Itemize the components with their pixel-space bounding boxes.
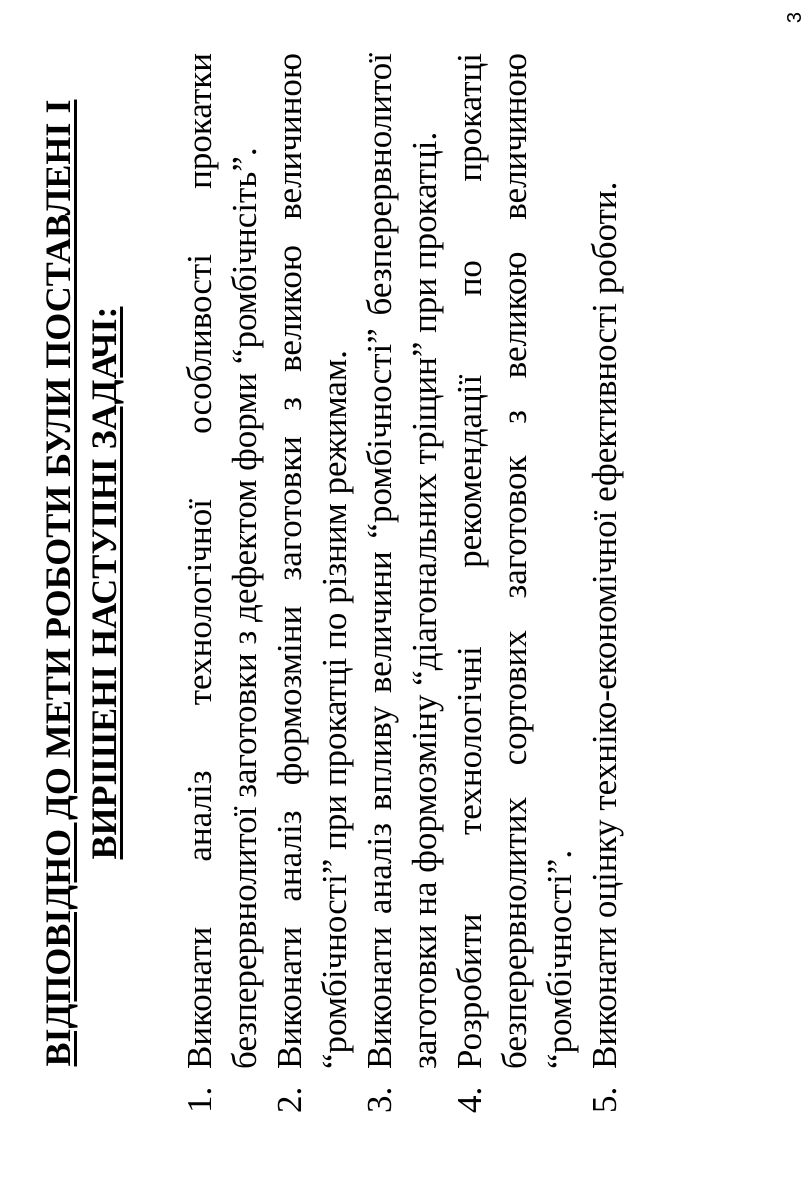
task-number: 4. <box>450 1086 489 1113</box>
list-item <box>267 53 357 1113</box>
rotated-page-content <box>23 23 783 1153</box>
task-number: 2. <box>270 1086 309 1113</box>
list-item <box>177 53 267 1113</box>
task-number: 1. <box>180 1086 219 1113</box>
task-text: Виконати оцінку техніко-економічної ефективності роботи. <box>585 181 624 1069</box>
title-line-1: ВІДПОВІДНО ДО МЕТИ РОБОТИ БУЛИ ПОСТАВЛЕНІ І <box>38 99 78 1067</box>
list-item <box>582 53 627 1113</box>
task-number: 5. <box>585 1086 624 1113</box>
page-number: 3 <box>783 11 806 24</box>
page-title <box>35 53 127 1113</box>
list-item <box>357 53 447 1113</box>
title-line-2: ВИРІШЕНІ НАСТУПНІ ЗАДАЧІ: <box>84 306 124 860</box>
list-item <box>447 53 582 1113</box>
task-text: Виконати аналіз формозміни заготовки з великою величиною “ромбічності” при прокатці по різним режимам. <box>270 53 354 1069</box>
task-number: 3. <box>360 1086 399 1113</box>
task-text: Виконати аналіз впливу величини “ромбічності” безперервнолитої заготовки на формозміну “діагональних тріщин” при прокатці. <box>360 53 444 1069</box>
task-list <box>177 53 627 1113</box>
task-text: Розробити технологічні рекомендації по прокатці безперервнолитих сортових заготовок з великою величиною “ромбічності”. <box>450 53 579 1069</box>
task-text: Виконати аналіз технологічної особливості прокатки безперервнолитої заготовки з дефектом форми “ромбічнсіть”. <box>180 53 264 1069</box>
